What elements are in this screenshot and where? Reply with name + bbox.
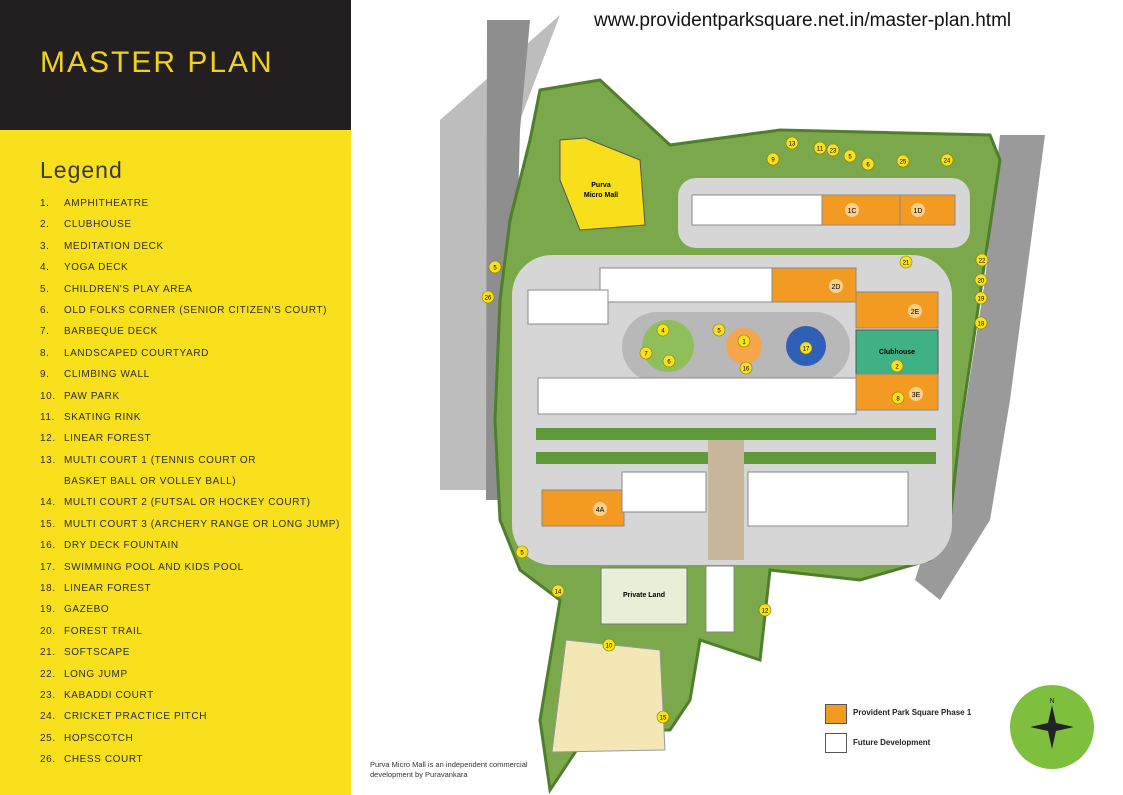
legend-item-label: LANDSCAPED COURTYARD xyxy=(64,347,209,359)
legend-item-number: 19. xyxy=(40,604,56,616)
clubhouse-label: Clubhouse xyxy=(878,349,916,356)
amenity-marker-label: 5 xyxy=(493,265,497,272)
legend-item xyxy=(40,496,340,517)
amenity-marker-label: 4 xyxy=(661,328,665,335)
title-band xyxy=(0,0,351,130)
tower-label: 2E xyxy=(910,309,920,316)
legend-item xyxy=(40,368,340,389)
legend-item-label: LONG JUMP xyxy=(64,668,128,680)
legend-item-number: 25. xyxy=(40,732,56,744)
legend-item xyxy=(40,732,340,753)
legend-item xyxy=(40,411,340,432)
tower-row2-white xyxy=(600,268,772,302)
legend-item-number: 14. xyxy=(40,497,56,509)
legend-item-label: CLIMBING WALL xyxy=(64,369,150,381)
legend-list xyxy=(40,197,340,775)
legend-item-number: 8. xyxy=(40,347,50,359)
legend-item-label: GAZEBO xyxy=(64,604,110,616)
legend-item xyxy=(40,753,340,774)
legend-item-label: MULTI COURT 3 (ARCHERY RANGE OR LONG JUMP) xyxy=(64,518,340,530)
footnote: Purva Micro Mall is an independent commercial development by Puravankara xyxy=(370,760,528,779)
legend-item-label: AMPHITHEATRE xyxy=(64,198,149,209)
legend-item-number: 11. xyxy=(40,411,55,423)
tower-1d xyxy=(900,195,955,225)
legend-item-number: 16. xyxy=(40,540,56,552)
legend-item-number: 7. xyxy=(40,326,50,338)
phase1-swatch xyxy=(825,704,847,724)
legend-item-label: YOGA DECK xyxy=(64,262,129,274)
tower-row2-left xyxy=(528,290,608,324)
amenity-marker-label: 21 xyxy=(902,260,910,267)
compass-north-label: N xyxy=(1049,698,1055,705)
tower-label: 4A xyxy=(595,507,605,514)
legend-item-number: 13. xyxy=(40,454,56,466)
legend-item-number: 3. xyxy=(40,240,50,252)
legend-item xyxy=(40,475,340,496)
legend-item xyxy=(40,347,340,368)
legend-item-number: 6. xyxy=(40,304,50,316)
legend-item xyxy=(40,218,340,239)
legend-item xyxy=(40,518,340,539)
tower-top-white xyxy=(692,195,822,225)
amenity-marker-label: 12 xyxy=(761,608,769,615)
legend-item-label: DRY DECK FOUNTAIN xyxy=(64,540,179,552)
amenity-marker-label: 20 xyxy=(977,278,985,285)
legend-item-label: BASKET BALL OR VOLLEY BALL) xyxy=(64,476,237,488)
future-swatch xyxy=(825,733,847,753)
legend-item-label: LINEAR FOREST xyxy=(64,433,152,445)
legend-item-number: 22. xyxy=(40,668,56,680)
green-strip-1 xyxy=(536,428,936,440)
tower-label: 1C xyxy=(847,208,857,215)
legend-item-label: CRICKET PRACTICE PITCH xyxy=(64,711,208,723)
amenity-marker-label: 14 xyxy=(554,589,562,596)
legend-item-number: 23. xyxy=(40,689,56,701)
private-land-label: Private Land xyxy=(622,592,666,599)
source-url: www.providentparksquare.net.in/master-plan.html xyxy=(594,10,1012,31)
sports-field xyxy=(552,640,665,752)
mall-label-1: Purva xyxy=(591,182,611,189)
legend-item xyxy=(40,197,340,218)
amenity-marker-label: 5 xyxy=(848,154,852,161)
amenity-marker-label: 24 xyxy=(943,158,951,165)
legend-item-label: HOPSCOTCH xyxy=(64,732,134,744)
legend-item-label: MULTI COURT 2 (FUTSAL OR HOCKEY COURT) xyxy=(64,497,311,509)
amenity-marker-label: 17 xyxy=(802,346,810,353)
legend-item xyxy=(40,261,340,282)
amenity-marker-label: 1 xyxy=(742,339,746,346)
legend-heading: Legend xyxy=(40,157,123,183)
amenity-marker-label: 13 xyxy=(788,141,796,148)
legend-item-number: 4. xyxy=(40,262,50,274)
amenity-marker-label: 15 xyxy=(659,715,667,722)
legend-item xyxy=(40,240,340,261)
amenity-marker-label: 18 xyxy=(977,321,985,328)
legend-item xyxy=(40,325,340,346)
tower-2e xyxy=(856,292,938,328)
legend-item-number: 5. xyxy=(40,283,50,295)
legend-item xyxy=(40,283,340,304)
legend-item xyxy=(40,454,340,475)
amenity-marker-label: 25 xyxy=(899,159,907,166)
tower-2d xyxy=(772,268,856,302)
legend-item xyxy=(40,603,340,624)
legend-item-label: SOFTSCAPE xyxy=(64,647,130,659)
legend-item-label: MEDITATION DECK xyxy=(64,240,164,252)
amenity-marker-label: 16 xyxy=(742,366,750,373)
tower-row4-right xyxy=(748,472,908,526)
legend-item-number: 2. xyxy=(40,219,50,231)
central-spine xyxy=(708,440,744,560)
legend-item-label: CLUBHOUSE xyxy=(64,219,132,231)
tower-label: 2D xyxy=(831,284,841,291)
legend-item xyxy=(40,432,340,453)
phase1-key-label: Provident Park Square Phase 1 xyxy=(853,708,972,717)
legend-item-label: BARBEQUE DECK xyxy=(64,326,158,338)
legend-item-label: KABADDI COURT xyxy=(64,689,154,701)
amenity-marker-label: 23 xyxy=(829,148,837,155)
master-plan-map xyxy=(351,0,1123,795)
amenity-marker-label: 5 xyxy=(717,328,721,335)
tower-4a xyxy=(542,490,624,526)
legend-item xyxy=(40,689,340,710)
amenity-marker-label: 11 xyxy=(816,146,824,153)
legend-item-label: PAW PARK xyxy=(64,390,120,402)
amenity-marker-label: 8 xyxy=(896,396,900,403)
legend-item-label: SKATING RINK xyxy=(64,411,142,423)
legend-item-label: FOREST TRAIL xyxy=(64,625,143,637)
amenity-marker-label: 6 xyxy=(667,359,671,366)
legend-item-label: MULTI COURT 1 (TENNIS COURT OR xyxy=(64,454,257,466)
legend-item-number: 12. xyxy=(40,433,56,445)
tower-row4-left xyxy=(622,472,706,512)
tower-1c xyxy=(822,195,900,225)
legend-item xyxy=(40,539,340,560)
future-key-label: Future Development xyxy=(853,738,931,747)
amenity-marker-label: 9 xyxy=(771,157,775,164)
legend-item xyxy=(40,561,340,582)
legend-item xyxy=(40,582,340,603)
legend-item-label: CHILDREN'S PLAY AREA xyxy=(64,283,193,295)
legend-item-number: 9. xyxy=(40,369,50,381)
legend-item-number: 24. xyxy=(40,711,56,723)
legend-item-number: 17. xyxy=(40,561,56,573)
tower-label: 1D xyxy=(913,208,923,215)
legend-item xyxy=(40,710,340,731)
legend-item xyxy=(40,304,340,325)
amenity-marker-label: 19 xyxy=(977,296,985,303)
legend-item-number: 20. xyxy=(40,625,56,637)
legend-item xyxy=(40,390,340,411)
legend-item-label: OLD FOLKS CORNER (SENIOR CITIZEN'S COURT) xyxy=(64,304,328,316)
amenity-marker-label: 7 xyxy=(644,351,648,358)
legend-item-number: 26. xyxy=(40,754,56,766)
mall-label-2: Micro Mall xyxy=(583,192,619,199)
legend-sidebar xyxy=(0,0,351,795)
legend-item-number: 1. xyxy=(40,198,50,209)
legend-item-label: CHESS COURT xyxy=(64,754,144,766)
legend-item-number: 10. xyxy=(40,390,56,402)
page-title: MASTER PLAN xyxy=(40,46,274,79)
amenity-marker-label: 5 xyxy=(520,550,524,557)
amenity-marker-label: 6 xyxy=(866,162,870,169)
amenity-marker-label: 2 xyxy=(895,364,899,371)
tower-row3-white xyxy=(538,378,856,414)
legend-item-number: 18. xyxy=(40,583,56,595)
legend-item-label: LINEAR FOREST xyxy=(64,583,152,595)
legend-item-number: 21. xyxy=(40,647,56,659)
legend-item xyxy=(40,646,340,667)
legend-item xyxy=(40,668,340,689)
amenity-marker-label: 22 xyxy=(978,258,986,265)
amenity-marker-label: 26 xyxy=(484,295,492,302)
legend-item-label: SWIMMING POOL AND KIDS POOL xyxy=(64,561,244,573)
legend-item-number: 15. xyxy=(40,518,56,530)
tower-label: 3E xyxy=(911,392,921,399)
amenity-marker-label: 10 xyxy=(605,643,613,650)
legend-item xyxy=(40,625,340,646)
tower-south xyxy=(706,566,734,632)
